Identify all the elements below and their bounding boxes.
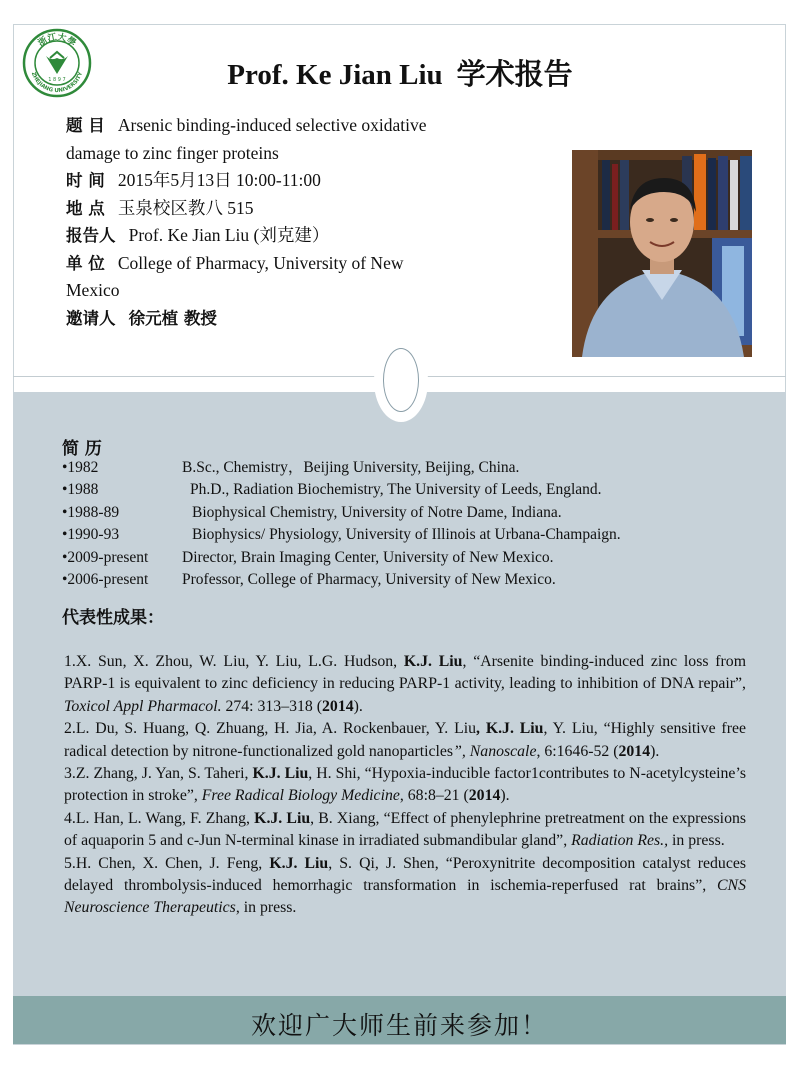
publication-tail: ). xyxy=(353,697,363,715)
publication-tail: ). xyxy=(500,787,510,805)
publication-year: 2014 xyxy=(618,742,651,760)
topic-row xyxy=(66,112,511,140)
speaker-value: Prof. Ke Jian Liu (刘克建） xyxy=(128,225,330,245)
cv-year: •1988-89 xyxy=(62,503,120,521)
svg-text:1 8 9 7: 1 8 9 7 xyxy=(48,77,66,83)
place-label: 地 点 xyxy=(66,198,105,218)
decorative-oval xyxy=(374,340,428,422)
cv-heading: 简 历 xyxy=(62,439,102,459)
publication-year: 2014 xyxy=(322,697,354,715)
publication-journal: ”, Nanoscale xyxy=(453,742,537,760)
publication-title: , S. Qi, J. Shen, “Peroxynitrite decomposition catalyst reduces delayed thrombolysis-induced hemorrhagic transformation in ischemia-reperfused rat brains”, xyxy=(64,854,746,895)
publication-authors: 5.H. Chen, X. Chen, J. Feng, xyxy=(64,854,270,872)
title-chinese: 学术报告 xyxy=(456,57,573,91)
publication-item xyxy=(64,651,746,718)
unit-line1: College of Pharmacy, University of New xyxy=(117,252,404,273)
cv-description: Biophysics/ Physiology, University of Illinois at Urbana-Champaign. xyxy=(192,526,621,544)
cv-description: Ph.D., Radiation Biochemistry, The University of Leeds, England. xyxy=(190,481,602,499)
topic-label: 题 目 xyxy=(66,116,105,135)
unit-row-2 xyxy=(66,277,511,305)
time-value: 2015年5月13日 10:00-11:00 xyxy=(117,170,321,190)
talk-info xyxy=(66,112,511,332)
place-value: 玉泉校区教八 515 xyxy=(117,197,254,218)
publication-authors: 1.X. Sun, X. Zhou, W. Liu, Y. Liu, L.G. Hudson, xyxy=(64,653,404,670)
cv-year: •2009-present xyxy=(62,548,149,566)
cv-year: •1982 xyxy=(62,459,99,476)
publication-tail: ). xyxy=(650,742,660,760)
publication-title: , Y. Liu, “Highly sensitive free radical detection by nitrone-functionalized gold nanoparticles xyxy=(64,720,746,760)
svg-text:ZHEJIANG UNIVERSITY: ZHEJIANG UNIVERSITY xyxy=(29,71,85,95)
topic-row-2 xyxy=(66,140,511,168)
topic-line2: damage to zinc finger proteins xyxy=(66,142,279,163)
topic-line1: Arsenic binding-induced selective oxidative xyxy=(117,115,427,135)
publication-highlight-author: K.J. Liu xyxy=(403,653,463,670)
cv-description: B.Sc., Chemistry，Beijing University, Beijing, China. xyxy=(182,459,520,476)
publications-list xyxy=(64,651,746,920)
publication-journal: CNS Neuroscience Therapeutics xyxy=(64,877,746,917)
publication-details: in press. xyxy=(668,832,725,850)
speaker-label: 报告人 xyxy=(66,226,116,245)
publication-highlight-author: , K.J. Liu xyxy=(476,720,544,738)
title-english: Prof. Ke Jian Liu xyxy=(227,59,443,91)
oval-ring xyxy=(383,348,419,412)
svg-text:浙江大學: 浙江大學 xyxy=(36,32,78,49)
cv-year: •2006-present xyxy=(62,570,149,588)
unit-label: 单 位 xyxy=(66,253,105,273)
publication-details: , 6:1646-52 ( xyxy=(536,742,619,760)
speaker-row xyxy=(66,222,511,250)
publication-highlight-author: K.J. Liu xyxy=(252,765,309,783)
inviter-row xyxy=(66,305,511,333)
unit-row xyxy=(66,250,511,278)
publication-title: , B. Xiang, “Effect of phenylephrine pretreatment on the expressions of aquaporin 5 and c-Jun N-terminal kinase in irradiated submandibular gland”, xyxy=(64,809,747,850)
welcome-text: 欢迎广大师生前来参加！ xyxy=(250,1011,548,1040)
publication-year: 2014 xyxy=(468,787,501,805)
publication-item xyxy=(64,763,746,808)
footer-bar xyxy=(13,996,786,1044)
cv-description: Biophysical Chemistry, University of Notre Dame, Indiana. xyxy=(192,503,562,521)
place-row xyxy=(66,195,511,223)
unit-line2: Mexico xyxy=(66,280,120,300)
time-row xyxy=(66,167,511,195)
time-label: 时 间 xyxy=(66,171,105,190)
poster-title xyxy=(0,52,800,93)
publication-details: 274: 313–318 ( xyxy=(221,697,323,715)
publication-journal: Radiation Res., xyxy=(571,832,669,850)
publication-authors: 4.L. Han, L. Wang, F. Zhang, xyxy=(64,809,255,827)
publication-item xyxy=(64,718,746,763)
publication-details: , 68:8–21 ( xyxy=(399,787,469,805)
publication-highlight-author: K.J. Liu xyxy=(269,854,329,872)
inviter-label: 邀请人 xyxy=(66,308,116,328)
publication-journal: Free Radical Biology Medicine xyxy=(201,787,400,805)
publication-title: , “Arsenite binding-induced zinc loss from PARP-1 is equivalent to zinc deficiency in reducing PARP-1 activity, leading to inhibition of DNA repair”, xyxy=(64,653,746,693)
publication-title: , H. Shi, “Hypoxia-inducible factor1contributes to N-acetylcysteine’s protection in stroke”, xyxy=(64,765,746,805)
publication-item xyxy=(64,808,746,853)
cv-year: •1988 xyxy=(62,481,99,499)
publications-heading: 代表性成果： xyxy=(62,608,164,628)
publication-journal: Toxicol Appl Pharmacol. xyxy=(64,697,222,715)
cv-description: Director, Brain Imaging Center, University of New Mexico. xyxy=(182,548,554,566)
cv-year: •1990-93 xyxy=(62,526,120,544)
inviter-value: 徐元植 教授 xyxy=(128,308,217,328)
publication-highlight-author: K.J. Liu xyxy=(254,809,311,827)
cv-description: Professor, College of Pharmacy, University of New Mexico. xyxy=(182,570,556,588)
publication-authors: 3.Z. Zhang, J. Yan, S. Taheri, xyxy=(64,765,253,783)
publication-authors: 2.L. Du, S. Huang, Q. Zhuang, H. Jia, A. Rockenbauer, Y. Liu xyxy=(64,720,477,738)
speaker-photo xyxy=(572,150,752,357)
publication-item xyxy=(64,853,746,920)
publication-details: , in press. xyxy=(235,899,297,917)
